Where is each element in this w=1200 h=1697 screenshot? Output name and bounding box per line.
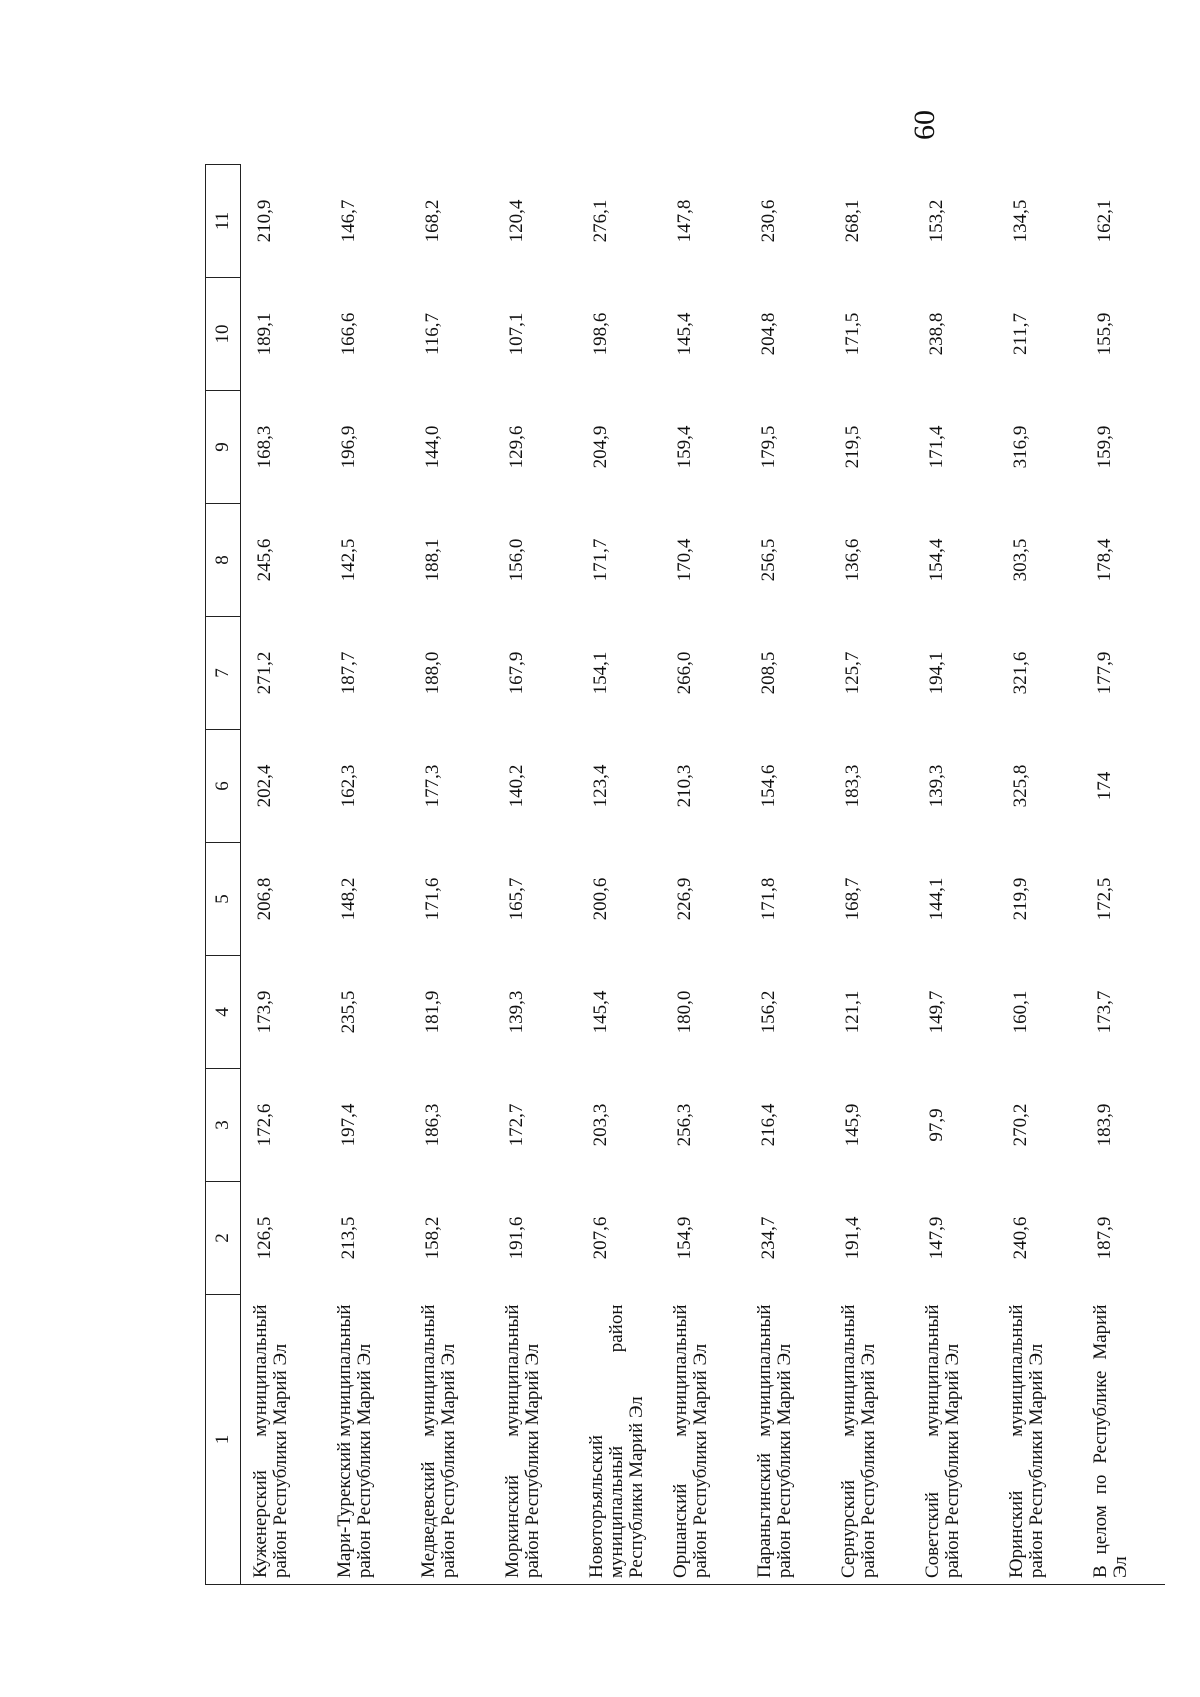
value-cell: 121,1 (842, 990, 863, 1034)
value-cell: 210,9 (254, 199, 275, 243)
table-row (829, 165, 913, 1585)
value-cell: 140,2 (506, 764, 527, 808)
value-cell: 148,2 (338, 877, 359, 921)
table-row (913, 165, 997, 1585)
value-cell: 146,7 (338, 199, 359, 243)
value-cell: 162,1 (1094, 199, 1115, 243)
value-cell: 126,5 (254, 1216, 275, 1260)
value-cell: 134,5 (1010, 199, 1031, 243)
column-header: 10 (206, 278, 241, 391)
value-cell: 107,1 (506, 312, 527, 356)
value-cell: 187,7 (338, 651, 359, 695)
value-cell: 154,4 (926, 538, 947, 582)
value-cell: 316,9 (1010, 425, 1031, 469)
value-cell: 210,3 (674, 764, 695, 808)
value-cell: 230,6 (758, 199, 779, 243)
value-cell: 171,5 (842, 312, 863, 356)
value-cell: 165,7 (506, 877, 527, 921)
value-cell: 194,1 (926, 651, 947, 695)
value-cell: 207,6 (590, 1216, 611, 1260)
rotated-table-container (205, 165, 1131, 1585)
value-cell: 186,3 (422, 1103, 443, 1147)
value-cell: 191,4 (842, 1216, 863, 1260)
value-cell: 325,8 (1010, 764, 1031, 808)
value-cell: 204,8 (758, 312, 779, 356)
value-cell: 153,2 (926, 199, 947, 243)
value-cell: 219,5 (842, 425, 863, 469)
column-header: 11 (206, 165, 241, 278)
value-cell: 196,9 (338, 425, 359, 469)
table-row (745, 165, 829, 1585)
value-cell: 216,4 (758, 1103, 779, 1147)
district-name-cell: Оршанский муниципальный район Республики Марий Эл (661, 1295, 745, 1585)
table-body (241, 165, 1166, 1585)
value-cell: 188,1 (422, 538, 443, 582)
value-cell: 154,9 (674, 1216, 695, 1260)
value-cell: 129,6 (506, 425, 527, 469)
value-cell: 179,5 (758, 425, 779, 469)
value-cell: 202,4 (254, 764, 275, 808)
value-cell: 198,6 (590, 312, 611, 356)
value-cell: 256,5 (758, 538, 779, 582)
value-cell: 159,9 (1094, 425, 1115, 469)
value-cell: 147,8 (674, 199, 695, 243)
table-row (1081, 165, 1165, 1585)
value-cell: 139,3 (506, 990, 527, 1034)
table-row (493, 165, 577, 1585)
value-cell: 174 (1094, 771, 1115, 801)
value-cell: 191,6 (506, 1216, 527, 1260)
value-cell: 188,0 (422, 651, 443, 695)
value-cell: 123,4 (590, 764, 611, 808)
value-cell: 211,7 (1010, 312, 1031, 356)
value-cell: 197,4 (338, 1103, 359, 1147)
value-cell: 145,4 (674, 312, 695, 356)
value-cell: 206,8 (254, 877, 275, 921)
value-cell: 238,8 (926, 312, 947, 356)
value-cell: 171,8 (758, 877, 779, 921)
value-cell: 159,4 (674, 425, 695, 469)
value-cell: 187,9 (1094, 1216, 1115, 1260)
value-cell: 145,9 (842, 1103, 863, 1147)
value-cell: 166,6 (338, 312, 359, 356)
column-header: 2 (206, 1182, 241, 1295)
table-row (661, 165, 745, 1585)
value-cell: 120,4 (506, 199, 527, 243)
value-cell: 203,3 (590, 1103, 611, 1147)
value-cell: 167,9 (506, 651, 527, 695)
value-cell: 204,9 (590, 425, 611, 469)
value-cell: 256,3 (674, 1103, 695, 1147)
header-row (206, 165, 241, 1585)
column-header: 9 (206, 391, 241, 504)
value-cell: 116,7 (422, 312, 443, 356)
value-cell: 158,2 (422, 1216, 443, 1260)
district-name-cell: Юринский муниципальный район Республики Марий Эл (997, 1295, 1081, 1585)
column-header: 5 (206, 843, 241, 956)
district-name-cell: Моркинский муниципальный район Республики Марий Эл (493, 1295, 577, 1585)
value-cell: 270,2 (1010, 1103, 1031, 1147)
value-cell: 168,3 (254, 425, 275, 469)
value-cell: 181,9 (422, 990, 443, 1034)
column-header: 6 (206, 730, 241, 843)
value-cell: 160,1 (1010, 990, 1031, 1034)
value-cell: 208,5 (758, 651, 779, 695)
value-cell: 213,5 (338, 1216, 359, 1260)
district-name-cell: Советский муниципальный район Республики Марий Эл (913, 1295, 997, 1585)
value-cell: 139,3 (926, 764, 947, 808)
value-cell: 180,0 (674, 990, 695, 1034)
table-row (577, 165, 661, 1585)
value-cell: 271,2 (254, 651, 275, 695)
column-header: 7 (206, 617, 241, 730)
value-cell: 142,5 (338, 538, 359, 582)
district-name-cell: Сернурский муниципальный район Республики Марий Эл (829, 1295, 913, 1585)
value-cell: 97,9 (926, 1108, 947, 1142)
value-cell: 276,1 (590, 199, 611, 243)
value-cell: 303,5 (1010, 538, 1031, 582)
value-cell: 156,2 (758, 990, 779, 1034)
district-name-cell: Куженерский муниципальный район Республики Марий Эл (241, 1295, 326, 1585)
value-cell: 147,9 (926, 1216, 947, 1260)
district-name-cell: В целом по Республике Марий Эл (1081, 1295, 1165, 1585)
value-cell: 219,9 (1010, 877, 1031, 921)
value-cell: 234,7 (758, 1216, 779, 1260)
column-header: 8 (206, 504, 241, 617)
value-cell: 168,7 (842, 877, 863, 921)
table-row (325, 165, 409, 1585)
value-cell: 144,1 (926, 877, 947, 921)
value-cell: 321,6 (1010, 651, 1031, 695)
value-cell: 168,2 (422, 199, 443, 243)
value-cell: 177,9 (1094, 651, 1115, 695)
value-cell: 171,4 (926, 425, 947, 469)
value-cell: 183,9 (1094, 1103, 1115, 1147)
value-cell: 200,6 (590, 877, 611, 921)
value-cell: 268,1 (842, 199, 863, 243)
district-name-cell: Медведевский муниципальный район Республики Марий Эл (409, 1295, 493, 1585)
table-row (409, 165, 493, 1585)
page-number: 60 (908, 110, 941, 140)
value-cell: 189,1 (254, 312, 275, 356)
value-cell: 266,0 (674, 651, 695, 695)
value-cell: 171,7 (590, 538, 611, 582)
value-cell: 145,4 (590, 990, 611, 1034)
value-cell: 171,6 (422, 877, 443, 921)
district-name-cell: Новоторъяльский муниципальный район Республики Марий Эл (577, 1295, 661, 1585)
value-cell: 173,7 (1094, 990, 1115, 1034)
value-cell: 154,1 (590, 651, 611, 695)
value-cell: 172,5 (1094, 877, 1115, 921)
value-cell: 172,6 (254, 1103, 275, 1147)
value-cell: 183,3 (842, 764, 863, 808)
column-header: 3 (206, 1069, 241, 1182)
value-cell: 173,9 (254, 990, 275, 1034)
value-cell: 172,7 (506, 1103, 527, 1147)
district-name-cell: Параньгинский муниципальный район Республики Марий Эл (745, 1295, 829, 1585)
value-cell: 149,7 (926, 990, 947, 1034)
value-cell: 177,3 (422, 764, 443, 808)
value-cell: 156,0 (506, 538, 527, 582)
value-cell: 178,4 (1094, 538, 1115, 582)
district-name-cell: Мари-Турекский муниципальный район Республики Марий Эл (325, 1295, 409, 1585)
value-cell: 154,6 (758, 764, 779, 808)
value-cell: 155,9 (1094, 312, 1115, 356)
column-header: 1 (206, 1295, 241, 1585)
table-row (997, 165, 1081, 1585)
value-cell: 125,7 (842, 651, 863, 695)
table-header (206, 165, 241, 1585)
value-cell: 235,5 (338, 990, 359, 1034)
data-table (205, 164, 1165, 1585)
value-cell: 170,4 (674, 538, 695, 582)
value-cell: 162,3 (338, 764, 359, 808)
value-cell: 240,6 (1010, 1216, 1031, 1260)
value-cell: 245,6 (254, 538, 275, 582)
value-cell: 136,6 (842, 538, 863, 582)
value-cell: 226,9 (674, 877, 695, 921)
table-row (241, 165, 326, 1585)
column-header: 4 (206, 956, 241, 1069)
value-cell: 144,0 (422, 425, 443, 469)
